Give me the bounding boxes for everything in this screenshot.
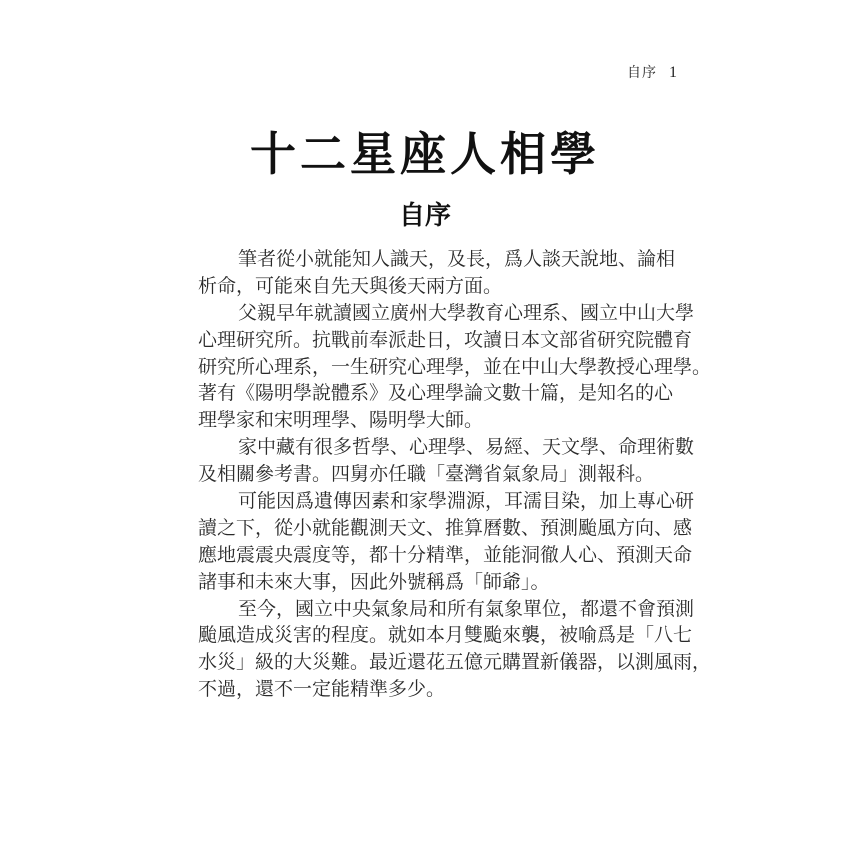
paragraph-1-line-1: 筆者從小就能知人識天，及長，爲人談天說地、論相: [238, 248, 676, 270]
paragraph-4-line-2: 讀之下，從小就能觀測天文、推算曆數、預測颱風方向、感: [198, 516, 693, 539]
paragraph-3-line-2: 及相關參考書。四舅亦任職「臺灣省氣象局」測報科。: [198, 463, 655, 486]
paragraph-1-line-2: 析命，可能來自先天與後天兩方面。: [198, 274, 503, 297]
paragraph-5-line-1: 至今，國立中央氣象局和所有氣象單位，都還不會預測: [238, 597, 695, 620]
running-header: [627, 62, 678, 82]
body-text: [198, 246, 712, 703]
paragraph-2-line-4: 著有《陽明學說體系》及心理學論文數十篇，是知名的心: [198, 382, 674, 405]
paragraph-5-line-2: 颱風造成災害的程度。就如本月雙颱來襲，被喻爲是「八七: [198, 624, 693, 647]
paragraph-2-line-1: 父親早年就讀國立廣州大學教育心理系、國立中山大學: [238, 301, 695, 324]
paragraph-2-line-2: 心理研究所。抗戰前奉派赴日，攻讀日本文部省研究院體育: [198, 328, 693, 351]
paragraph-2-line-5: 理學家和宋明理學、陽明學大師。: [198, 409, 484, 432]
paragraph-4-line-1: 可能因爲遺傳因素和家學淵源，耳濡目染，加上專心研: [238, 490, 695, 513]
paragraph-5-line-3: 水災」級的大災難。最近還花五億元購置新儀器，以測風雨，: [198, 651, 712, 674]
paragraph-3-line-1: 家中藏有很多哲學、心理學、易經、天文學、命理術數: [238, 436, 695, 459]
section-title: 自序: [398, 201, 451, 231]
page-number: 1: [669, 64, 678, 81]
running-header-section: 自序: [627, 65, 657, 81]
paragraph-2-line-3: 研究所心理系，一生研究心理學，並在中山大學教授心理學。: [198, 355, 712, 378]
book-title: 十二星座人相學: [250, 127, 600, 181]
paragraph-4-line-3: 應地震震央震度等，都十分精準，並能洞徹人心、預測天命: [198, 543, 693, 566]
paragraph-5-line-4: 不過，還不一定能精準多少。: [198, 678, 446, 701]
paragraph-4-line-4: 諸事和未來大事，因此外號稱爲「師爺」。: [198, 570, 550, 593]
